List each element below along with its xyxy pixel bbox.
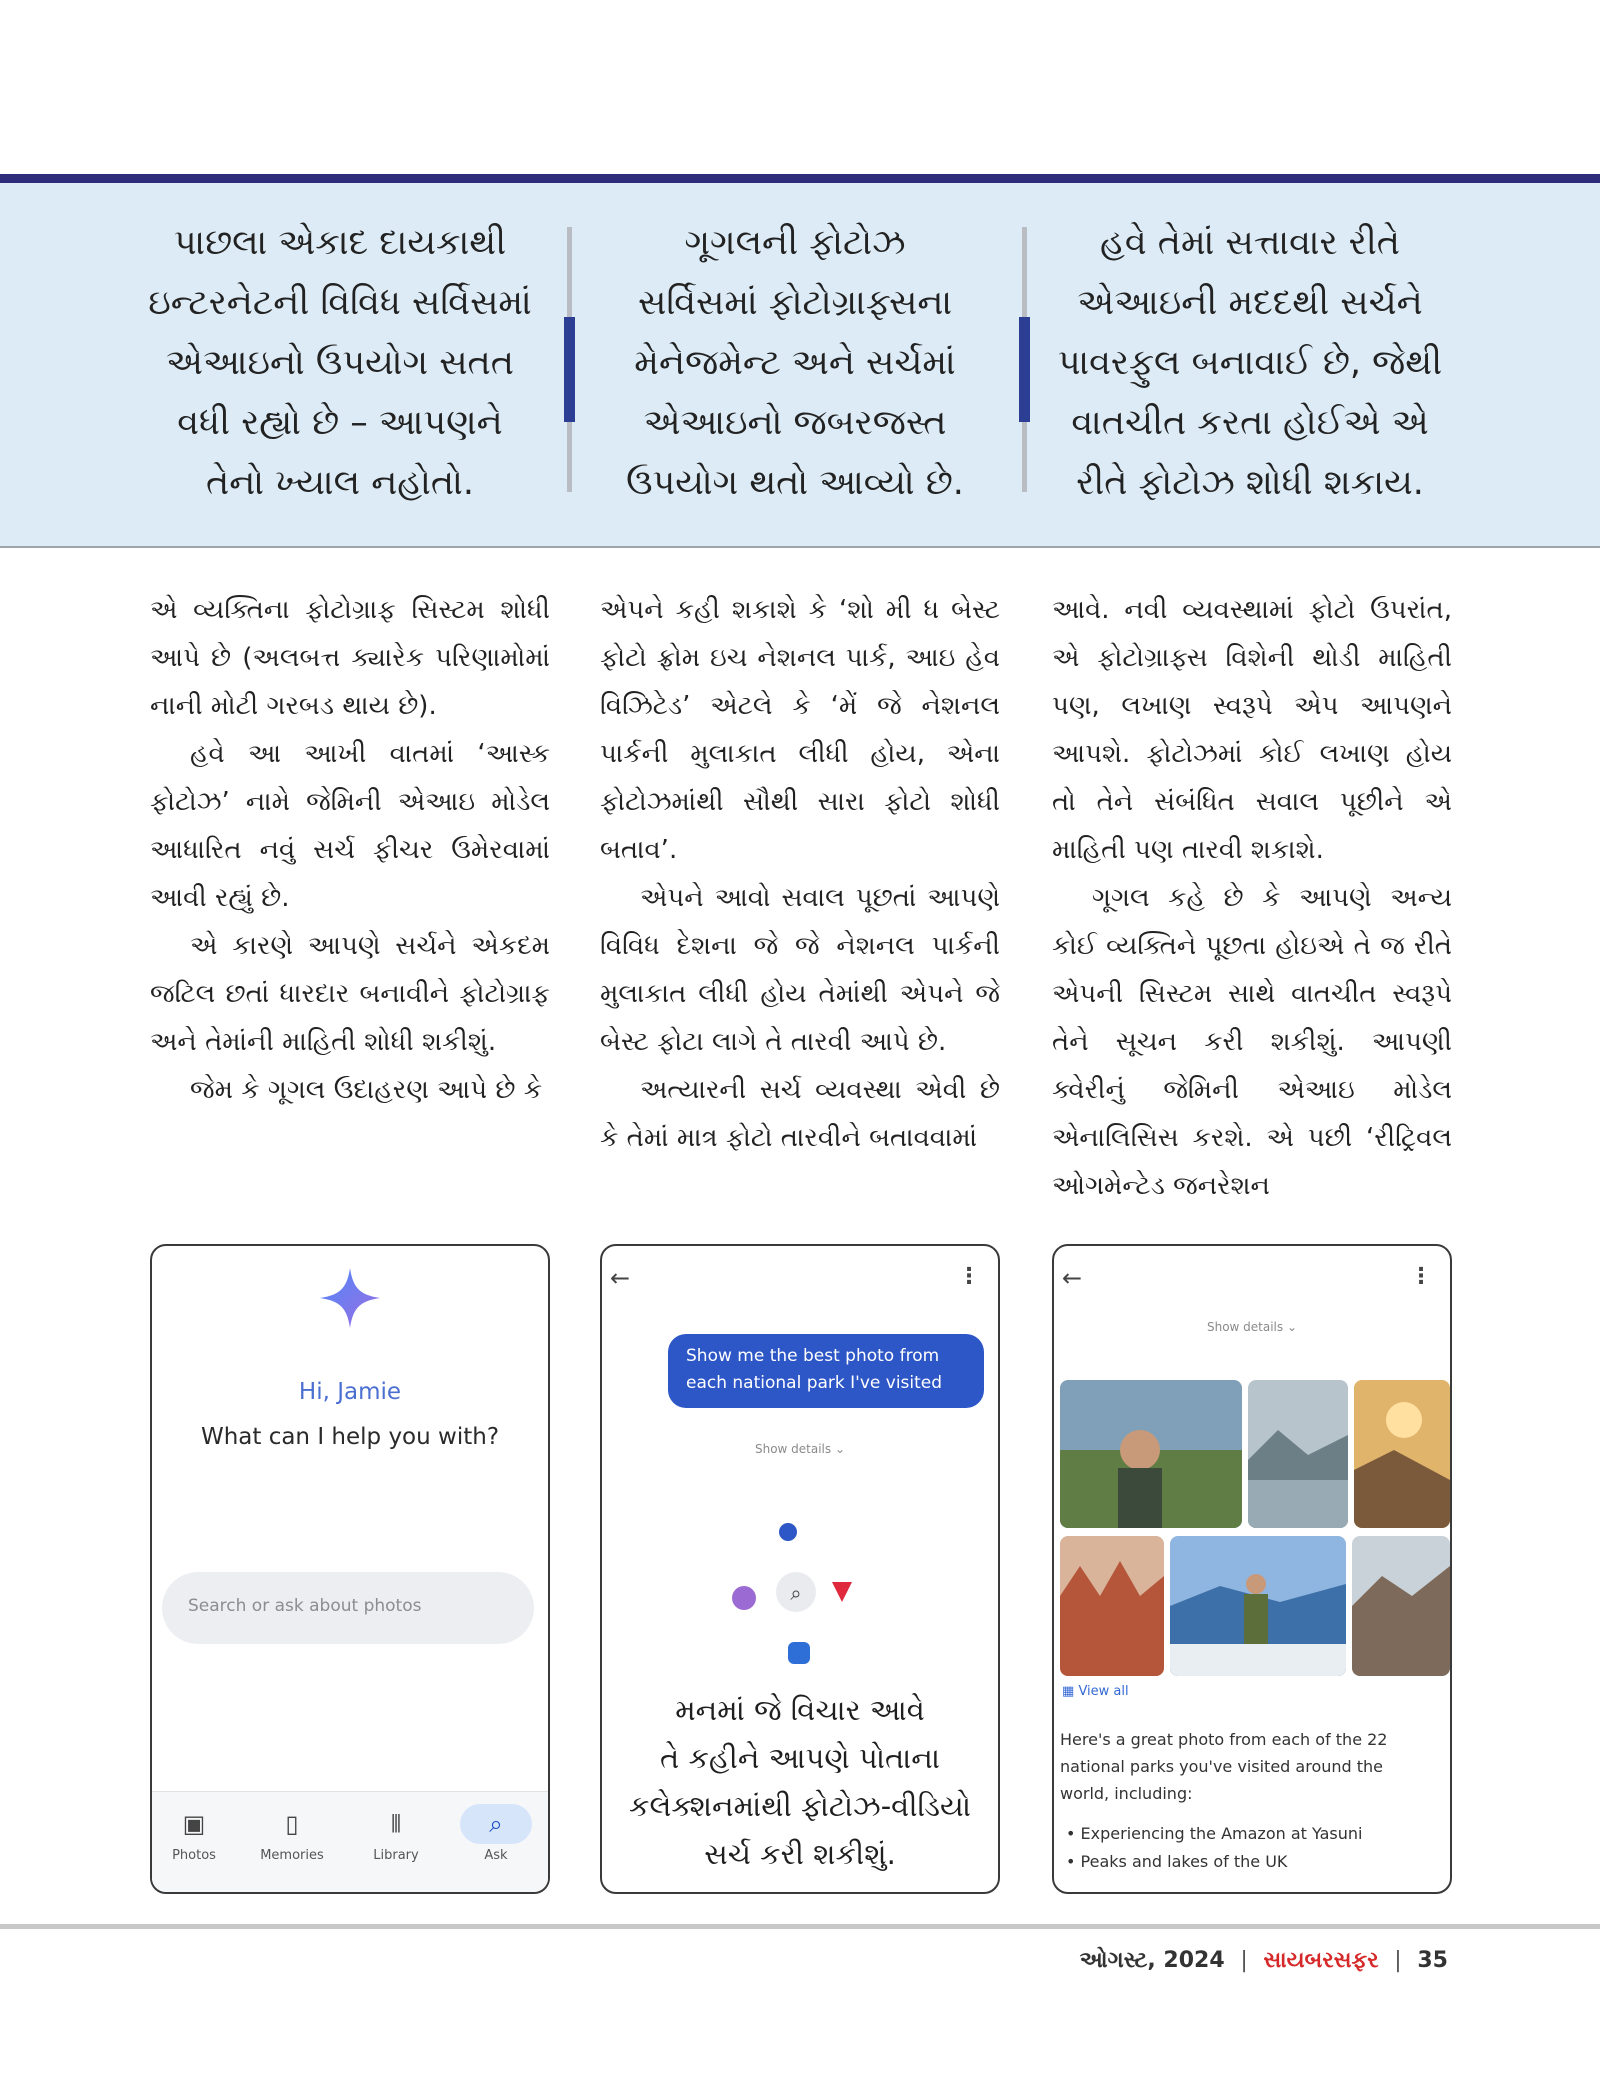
body-paragraph: જેમ કે ગૂગલ ઉદાહરણ આપે છે કે — [190, 1075, 543, 1105]
nav-memories[interactable] — [252, 1810, 332, 1863]
photo-thumbnail[interactable] — [1170, 1536, 1346, 1676]
photo-thumbnail[interactable] — [1060, 1536, 1164, 1676]
show-details-label: Show details — [754, 1442, 832, 1456]
photos-icon: ▣ — [182, 1810, 206, 1838]
footer-rule — [0, 1924, 1600, 1929]
body-paragraph: એપને આવો સવાલ પૂછતાં આપણે વિવિધ દેશના જે જે નેશનલ પાર્કની મુલાકાત લીધી હોય તેમાંથી એપને જે બેસ્ટ ફોટા લાગે તે તારવી આપે છે. — [600, 883, 1000, 1057]
footer-separator: | — [1240, 1948, 1248, 1973]
photo-thumbnail[interactable] — [1248, 1380, 1348, 1528]
more-vert-icon[interactable]: ⋮ — [1410, 1264, 1432, 1289]
caption-line: કલેક્શનમાંથી ફોટોઝ-વીડિયો — [628, 1789, 972, 1823]
pull-quote-line: તેનો ખ્યાલ નહોતો. — [205, 463, 475, 503]
search-placeholder: Search or ask about photos — [188, 1596, 422, 1616]
page-number: 35 — [1417, 1948, 1448, 1973]
greeting-text: Hi, Jamie — [298, 1379, 402, 1405]
show-details-label: Show details — [1206, 1320, 1284, 1334]
pull-quote-line: મેનેજમેન્ટ અને સર્ચમાં — [634, 343, 956, 383]
nav-library[interactable] — [356, 1810, 436, 1863]
nav-label: Library — [373, 1848, 419, 1863]
pull-quote-2 — [585, 213, 1005, 513]
ask-icon: ⌕ — [489, 1810, 503, 1838]
column-divider — [1022, 227, 1027, 492]
footer-separator: | — [1394, 1948, 1402, 1973]
show-details-toggle[interactable]: Show details ⌄ — [754, 1442, 846, 1456]
body-column-1 — [150, 586, 550, 1114]
body-paragraph: આવે. નવી વ્યવસ્થામાં ફોટો ઉપરાંત, એ ફોટોગ્રાફ્સ વિશેની થોડી માહિતી પણ, લખાણ સ્વરૂપે એપ આપણને આપશે. ફોટોઝમાં કોઈ લખાણ હોય તો તેને સંબંધિત સવાલ પૂછીને એ માહિતી પણ તારવી શકાશે. — [1052, 595, 1452, 865]
body-paragraph: અત્યારની સર્ચ વ્યવસ્થા એવી છે કે તેમાં માત્ર ફોટો તારવીને બતાવવામાં — [600, 1075, 1000, 1153]
body-column-3 — [1052, 586, 1452, 1210]
nav-label: Photos — [172, 1848, 216, 1863]
caption-line: સર્ચ કરી શકીશું. — [704, 1837, 896, 1871]
photo-thumbnail[interactable] — [1354, 1380, 1450, 1528]
column-divider — [567, 227, 572, 492]
gemini-sparkle-icon — [318, 1266, 382, 1330]
caption-line: તે કહીને આપણે પોતાના — [660, 1741, 940, 1775]
result-bullets — [1066, 1820, 1362, 1876]
pull-quote-line: વાતચીત કરતા હોઈએ એ — [1071, 403, 1429, 443]
top-rule — [0, 174, 1600, 183]
pull-quote-line: એઆઇનો ઉપયોગ સતત — [166, 343, 514, 383]
issue-date: ઓગસ્ટ, 2024 — [1079, 1948, 1225, 1973]
pull-quote-line: એઆઇનો જબરજસ્ત — [643, 403, 947, 443]
view-all-link[interactable] — [1062, 1684, 1129, 1699]
nav-label: Memories — [260, 1848, 324, 1863]
pull-quote-band — [0, 183, 1600, 548]
search-input[interactable] — [162, 1572, 534, 1644]
photo-thumbnail[interactable] — [1352, 1536, 1450, 1676]
pull-quote-line: પાછલા એકાદ દાયકાથી — [173, 223, 507, 263]
pull-quote-line: ઉપયોગ થતો આવ્યો છે. — [626, 463, 964, 503]
grid-icon: ▦ — [1062, 1684, 1075, 1699]
bullet-item: • Experiencing the Amazon at Yasuni — [1066, 1820, 1362, 1848]
body-column-2 — [600, 586, 1000, 1162]
query-bubble: Show me the best photo from each national park I've visited — [668, 1334, 984, 1408]
svg-text:⌕: ⌕ — [790, 1581, 802, 1605]
page-footer — [1080, 1948, 1448, 1973]
more-vert-icon[interactable]: ⋮ — [958, 1264, 980, 1289]
body-paragraph: એપને કહી શકાશે કે ‘શો મી ધ બેસ્ટ ફોટો ફ્રોમ ઇચ નેશનલ પાર્ક, આઇ હેવ વિઝિટેડ’ એટલે કે ‘મેં જે નેશનલ પાર્કની મુલાકાત લીધી હોય, એના ફોટોઝમાંથી સૌથી સારા ફોટો શોધી બતાવ’. — [600, 595, 1000, 865]
phone-screenshot-results — [1052, 1244, 1452, 1894]
photo-thumbnail[interactable] — [1060, 1380, 1242, 1528]
pull-quote-line: ઇન્ટરનેટની વિવિધ સર્વિસમાં — [148, 283, 532, 323]
back-arrow-icon[interactable]: ← — [1062, 1264, 1083, 1292]
pull-quote-line: હવે તેમાં સત્તાવાર રીતે — [1099, 223, 1400, 263]
pull-quote-line: રીતે ફોટોઝ શોધી શકાય. — [1076, 463, 1424, 503]
library-icon: ⫴ — [390, 1810, 402, 1838]
pull-quote-line: એઆઇની મદદથી સર્ચને — [1077, 283, 1423, 323]
pull-quote-line: વધી રહ્યો છે – આપણને — [177, 403, 503, 443]
bottom-nav — [152, 1791, 548, 1892]
view-all-label: View all — [1078, 1684, 1129, 1699]
show-details-toggle[interactable]: Show details ⌄ — [1206, 1320, 1298, 1334]
photo-caption — [602, 1686, 998, 1878]
prompt-text: What can I help you with? — [200, 1424, 500, 1450]
memories-icon: ▯ — [285, 1810, 299, 1838]
body-paragraph: ગૂગલ કહે છે કે આપણે અન્ય કોઈ વ્યક્તિને પૂછતા હોઇએ તે જ રીતે એપની સિસ્ટમ સાથે વાતચીત સ્વરૂપે તેને સૂચન કરી શકીશું. આપણી ક્વેરીનું જેમિની એઆઇ મોડેલ એનાલિસિસ કરશે. એ પછી ‘રીટ્રિવલ ઓગમેન્ટેડ જનરેશન — [1052, 883, 1452, 1201]
phone-screenshot-ask — [150, 1244, 550, 1894]
pull-quote-line: પાવરફુલ બનાવાઈ છે, જેથી — [1057, 343, 1443, 383]
pull-quote-line: ગૂગલની ફોટોઝ — [684, 223, 906, 263]
caption-line: મનમાં જે વિચાર આવે — [675, 1693, 925, 1727]
phone-screenshot-query — [600, 1244, 1000, 1894]
loading-shapes — [702, 1522, 862, 1672]
bullet-item: • Peaks and lakes of the UK — [1066, 1848, 1362, 1876]
back-arrow-icon[interactable]: ← — [610, 1264, 631, 1292]
result-description: Here's a great photo from each of the 22 national parks you've visited around the world, including: — [1060, 1730, 1388, 1803]
nav-label: Ask — [484, 1848, 508, 1863]
pull-quote-1 — [130, 213, 550, 513]
pull-quote-3 — [1040, 213, 1460, 513]
pull-quote-line: સર્વિસમાં ફોટોગ્રાફ્સના — [637, 283, 953, 323]
magazine-name: સાયબરસફર — [1263, 1948, 1379, 1973]
body-paragraph: હવે આ આખી વાતમાં ‘આસ્ક ફોટોઝ’ નામે જેમિની એઆઇ મોડેલ આધારિત નવું સર્ચ ફીચર ઉમેરવામાં આવી રહ્યું છે. — [150, 739, 550, 913]
nav-ask[interactable] — [456, 1810, 536, 1863]
body-paragraph: એ કારણે આપણે સર્ચને એકદમ જટિલ છતાં ધારદાર બનાવીને ફોટોગ્રાફ અને તેમાંની માહિતી શોધી શકીશું. — [150, 931, 550, 1057]
body-paragraph: એ વ્યક્તિના ફોટોગ્રાફ સિસ્ટમ શોધી આપે છે (અલબત્ત ક્યારેક પરિણામોમાં નાની મોટી ગરબડ થાય છે). — [150, 595, 550, 721]
nav-photos[interactable] — [154, 1810, 234, 1863]
